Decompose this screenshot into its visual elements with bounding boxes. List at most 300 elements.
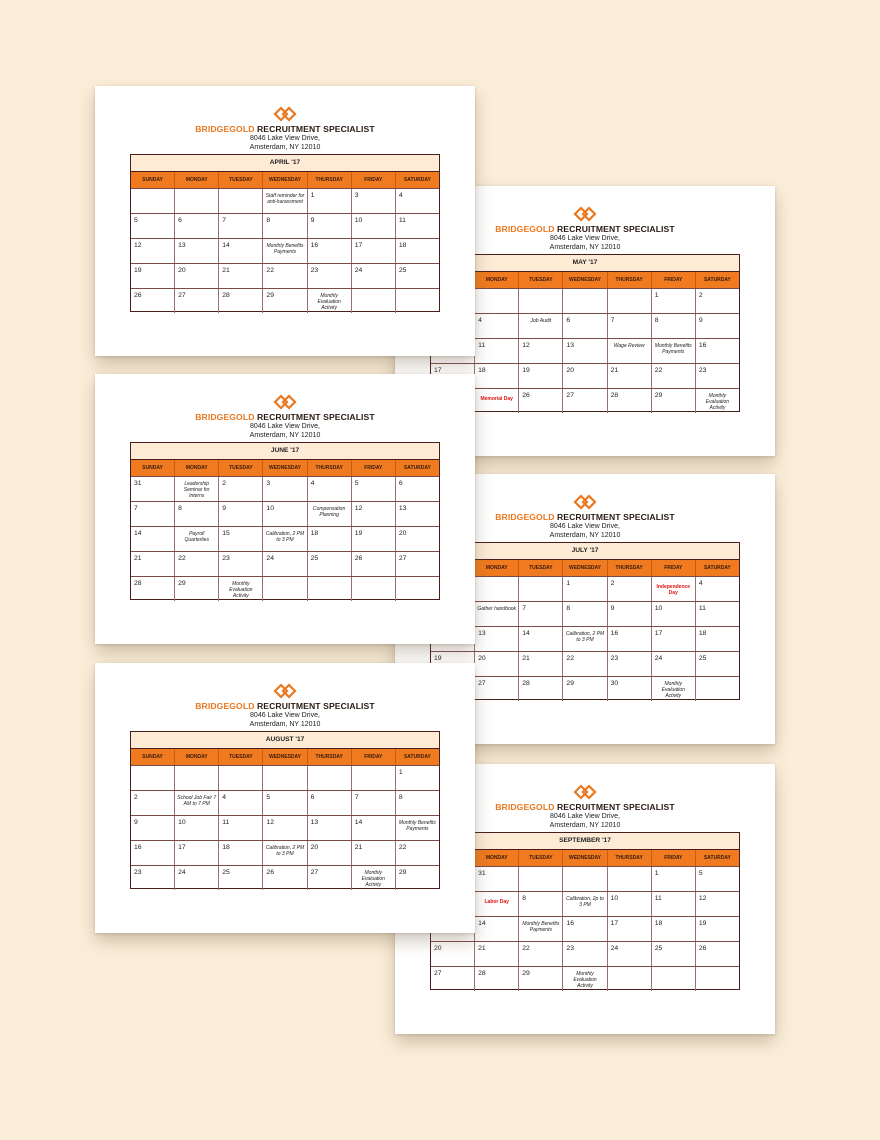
day-number: 20 [566,367,574,374]
day-cell [131,527,175,551]
day-cell [308,841,352,865]
day-cell [308,189,352,213]
event-label: Compensation Planning [313,506,346,518]
weekday-label: SUNDAY [131,749,175,765]
day-cell [131,214,175,238]
address-line-2: Amsterdam, NY 12010 [249,432,321,439]
event-label: School Job Fair 7 AM to 7 PM [177,795,217,807]
day-cell [563,289,607,313]
day-number: 16 [566,920,574,927]
day-cell [263,527,307,551]
weekday-label: TUESDAY [519,560,563,576]
week-row [431,626,739,651]
day-number: 4 [310,480,315,487]
day-cell [563,602,607,626]
day-number: 26 [134,292,142,299]
day-cell [263,214,307,238]
day-cell [519,577,563,601]
day-cell [563,627,607,651]
week-row [431,966,739,991]
day-number: 24 [610,945,619,952]
day-number: 8 [398,794,403,801]
day-number: 21 [354,844,363,851]
day-cell [396,289,439,313]
day-cell [396,477,439,501]
address-line-2: Amsterdam, NY 12010 [549,532,621,539]
day-number: 9 [222,505,227,512]
company-suffix: RECRUITMENT SPECIALIST [254,701,375,711]
day-cell [431,967,475,991]
day-number: 18 [310,530,319,537]
day-cell [563,867,607,891]
day-cell [696,364,739,388]
day-cell [131,502,175,526]
weekday-label: TUESDAY [519,272,563,288]
day-cell [519,917,563,941]
holiday-label: Labor Day [484,899,509,905]
calendar-grid [130,731,440,889]
day-cell [652,917,696,941]
day-number: 11 [698,605,706,612]
weekday-label: TUESDAY [219,749,263,765]
day-number: 27 [434,970,442,977]
day-number: 14 [222,242,230,249]
event-label: Monthly Evaluation Activity [361,870,385,888]
day-cell [219,841,263,865]
company-name [95,124,475,134]
day-cell [652,867,696,891]
day-number: 8 [654,317,659,324]
weekday-label: TUESDAY [219,172,263,188]
day-cell [475,389,519,413]
weekday-label: THURSDAY [608,560,652,576]
day-cell [563,942,607,966]
week-row [131,476,439,501]
weekday-label: FRIDAY [652,272,696,288]
day-number: 26 [698,945,707,952]
day-cell [131,289,175,313]
week-row [431,866,739,891]
address-line-1: 8046 Lake View Drive, [250,423,320,430]
event-label: Monthly Evaluation Activity [705,393,730,411]
day-number: 1 [398,769,403,776]
day-number: 20 [178,267,186,274]
day-cell [563,892,607,916]
day-cell [652,314,696,338]
day-cell [263,766,307,790]
logo [273,683,297,699]
day-cell [563,677,607,701]
day-number: 28 [610,392,619,399]
day-number: 6 [178,217,182,224]
day-cell [131,791,175,815]
day-cell [131,552,175,576]
day-number: 26 [266,869,274,876]
day-cell [175,841,219,865]
day-number: 11 [478,342,486,349]
event-label: Monthly Evaluation Activity [573,971,597,989]
day-cell [396,527,439,551]
day-cell [219,527,263,551]
day-number: 5 [266,794,271,801]
day-cell [219,214,263,238]
holiday-label: Independence Day [656,584,691,596]
week-row [131,263,439,288]
day-cell [696,389,739,413]
day-cell [608,892,652,916]
bridgegold-logo-icon [273,683,297,699]
day-number: 4 [698,580,703,587]
day-cell [131,577,175,601]
day-number: 20 [398,530,407,537]
calendar-page-august [95,663,475,933]
day-cell [175,552,219,576]
day-cell [308,264,352,288]
day-cell [131,841,175,865]
weekday-label: FRIDAY [652,560,696,576]
day-cell [396,552,439,576]
day-number: 14 [522,630,530,637]
day-number: 5 [134,217,138,224]
day-number: 22 [654,367,663,374]
day-cell [696,942,739,966]
day-cell [396,214,439,238]
day-number: 11 [654,895,662,902]
company-name [95,412,475,422]
week-row [131,213,439,238]
day-cell [519,867,563,891]
day-number: 21 [478,945,486,952]
day-number: 29 [266,292,274,299]
day-number: 23 [310,267,319,274]
weekday-label: MONDAY [475,850,519,866]
week-row [131,526,439,551]
day-cell [652,339,696,363]
day-cell [519,892,563,916]
day-number: 31 [478,870,486,877]
week-row [431,941,739,966]
day-cell [219,189,263,213]
weekday-label: WEDNESDAY [563,560,607,576]
day-number: 3 [354,192,359,199]
day-cell [308,866,352,890]
day-cell [352,841,396,865]
day-number: 27 [398,555,407,562]
day-number: 23 [222,555,230,562]
day-number: 19 [434,655,442,662]
day-cell [263,189,307,213]
day-cell [652,677,696,701]
day-number: 18 [478,367,486,374]
weekday-label: THURSDAY [308,172,352,188]
day-cell [131,239,175,263]
day-cell [519,364,563,388]
day-cell [696,917,739,941]
day-cell [475,892,519,916]
day-number: 25 [310,555,319,562]
weekday-label: SATURDAY [703,277,731,283]
day-cell [696,967,739,991]
day-cell [131,766,175,790]
day-number: 19 [522,367,530,374]
day-cell [652,892,696,916]
day-cell [219,866,263,890]
week-row [431,891,739,916]
day-cell [608,577,652,601]
address-line-2: Amsterdam, NY 12010 [249,721,321,728]
company-suffix: RECRUITMENT SPECIALIST [554,224,675,234]
day-cell [263,502,307,526]
day-number: 25 [398,267,407,274]
calendar-page-june [95,374,475,644]
day-number: 12 [698,895,707,902]
day-cell [263,866,307,890]
week-row [131,576,439,601]
day-number: 4 [478,317,482,324]
day-number: 25 [698,655,707,662]
week-row [131,815,439,840]
month-title: MAY '17 [431,255,739,272]
day-cell [131,189,175,213]
day-cell [475,917,519,941]
day-cell [396,866,439,890]
day-number: 10 [610,895,619,902]
day-number: 28 [134,580,142,587]
day-cell [563,364,607,388]
day-cell [131,816,175,840]
day-number: 17 [610,920,619,927]
month-title: JUNE '17 [131,443,439,460]
day-cell [696,339,739,363]
day-cell [652,289,696,313]
day-number: 11 [398,217,406,224]
day-number: 2 [222,480,227,487]
weekday-header-row [131,172,439,188]
weekday-label: TUESDAY [219,460,263,476]
day-cell [608,602,652,626]
weekday-label: WEDNESDAY [263,749,307,765]
event-label: Calibration, 2 PM to 3 PM [265,845,305,857]
bridgegold-logo-icon [573,494,597,510]
weekday-label: WEDNESDAY [563,850,607,866]
week-row [131,765,439,790]
day-cell [396,502,439,526]
day-number: 20 [434,945,442,952]
week-row [431,676,739,701]
day-cell [263,289,307,313]
day-number: 22 [178,555,186,562]
company-brand: BRIDGEGOLD [195,412,255,422]
day-number: 21 [522,655,530,662]
day-cell [608,967,652,991]
day-number: 1 [566,580,571,587]
bridgegold-logo-icon [273,394,297,410]
day-cell [352,816,396,840]
day-number: 12 [266,819,274,826]
day-cell [131,866,175,890]
event-label: Calibration, 2p to 3 PM [566,896,604,908]
day-number: 14 [478,920,486,927]
company-brand: BRIDGEGOLD [495,802,555,812]
weekday-label: THURSDAY [608,850,652,866]
day-number: 8 [566,605,571,612]
logo [573,206,597,222]
day-cell [608,314,652,338]
day-number: 13 [478,630,486,637]
day-cell [475,677,519,701]
day-cell [175,189,219,213]
day-cell [396,577,439,601]
day-cell [608,867,652,891]
company-suffix: RECRUITMENT SPECIALIST [254,124,375,134]
day-number: 8 [266,217,271,224]
day-cell [696,577,739,601]
day-cell [696,652,739,676]
day-cell [475,967,519,991]
weekday-label: THURSDAY [308,749,352,765]
day-cell [352,791,396,815]
day-cell [175,791,219,815]
day-number: 17 [178,844,186,851]
day-number: 22 [398,844,407,851]
weekday-label: FRIDAY [652,850,696,866]
weekday-header-row [131,460,439,476]
address-line-1: 8046 Lake View Drive, [550,523,620,530]
day-cell [475,289,519,313]
day-number: 24 [654,655,663,662]
day-cell [219,264,263,288]
day-cell [519,967,563,991]
day-number: 7 [354,794,359,801]
bridgegold-logo-icon [273,106,297,122]
event-label: Staff reminder for anti-harassment [265,193,305,205]
day-number: 4 [222,794,227,801]
day-number: 27 [178,292,186,299]
address-line-1: 8046 Lake View Drive, [250,135,320,142]
day-number: 18 [698,630,707,637]
day-number: 12 [134,242,142,249]
address-line-2: Amsterdam, NY 12010 [549,822,621,829]
day-cell [175,766,219,790]
week-row [431,288,739,313]
day-number: 1 [654,870,659,877]
day-number: 29 [522,970,530,977]
weekday-label: SUNDAY [131,172,175,188]
week-row [431,576,739,601]
day-cell [396,189,439,213]
day-cell [308,552,352,576]
day-cell [352,577,396,601]
day-number: 9 [610,605,615,612]
day-number: 29 [654,392,663,399]
day-cell [608,289,652,313]
day-cell [263,816,307,840]
day-number: 12 [354,505,363,512]
day-cell [263,577,307,601]
weekday-label: WEDNESDAY [563,272,607,288]
day-number: 25 [654,945,663,952]
weekday-header-row [431,560,739,576]
day-cell [308,502,352,526]
day-cell [519,339,563,363]
weekday-label: WEDNESDAY [263,460,307,476]
week-row [431,388,739,413]
day-cell [563,389,607,413]
day-cell [219,502,263,526]
bridgegold-logo-icon [573,784,597,800]
event-label: Calibration, 2 PM to 3 PM [265,531,305,543]
day-cell [352,239,396,263]
day-number: 27 [478,680,486,687]
weekday-label: TUESDAY [519,850,563,866]
day-cell [696,867,739,891]
day-number: 2 [698,292,703,299]
weekday-label: MONDAY [175,172,219,188]
address-line-1: 8046 Lake View Drive, [550,235,620,242]
company-suffix: RECRUITMENT SPECIALIST [554,512,675,522]
day-number: 21 [222,267,230,274]
bridgegold-logo-icon [573,206,597,222]
day-number: 10 [654,605,663,612]
day-number: 29 [178,580,186,587]
day-cell [308,289,352,313]
day-cell [219,289,263,313]
day-number: 6 [310,794,315,801]
logo [573,784,597,800]
calendar-grid [130,154,440,312]
day-cell [475,577,519,601]
week-row [131,238,439,263]
day-number: 22 [566,655,574,662]
day-cell [696,892,739,916]
day-number: 10 [178,819,186,826]
weekday-label: FRIDAY [352,749,396,765]
day-number: 24 [178,869,186,876]
day-cell [131,477,175,501]
day-number: 18 [222,844,230,851]
month-title: SEPTEMBER '17 [431,833,739,850]
day-cell [308,577,352,601]
day-number: 21 [610,367,619,374]
day-number: 29 [566,680,574,687]
calendar-grid [430,254,740,412]
day-cell [519,314,563,338]
day-cell [396,791,439,815]
day-cell [563,577,607,601]
day-number: 19 [134,267,142,274]
day-number: 24 [354,267,363,274]
day-cell [519,652,563,676]
day-cell [308,791,352,815]
day-cell [219,239,263,263]
event-label: Leadership Seminar for Interns [183,481,210,499]
day-cell [608,389,652,413]
day-cell [131,264,175,288]
day-cell [475,602,519,626]
week-row [431,338,739,363]
day-number: 21 [134,555,142,562]
day-cell [219,816,263,840]
day-cell [475,314,519,338]
day-cell [608,652,652,676]
day-number: 5 [698,870,703,877]
event-label: Wage Review [613,343,645,349]
weekday-label: MONDAY [475,560,519,576]
day-cell [175,264,219,288]
day-cell [352,214,396,238]
day-number: 7 [522,605,527,612]
day-cell [519,677,563,701]
